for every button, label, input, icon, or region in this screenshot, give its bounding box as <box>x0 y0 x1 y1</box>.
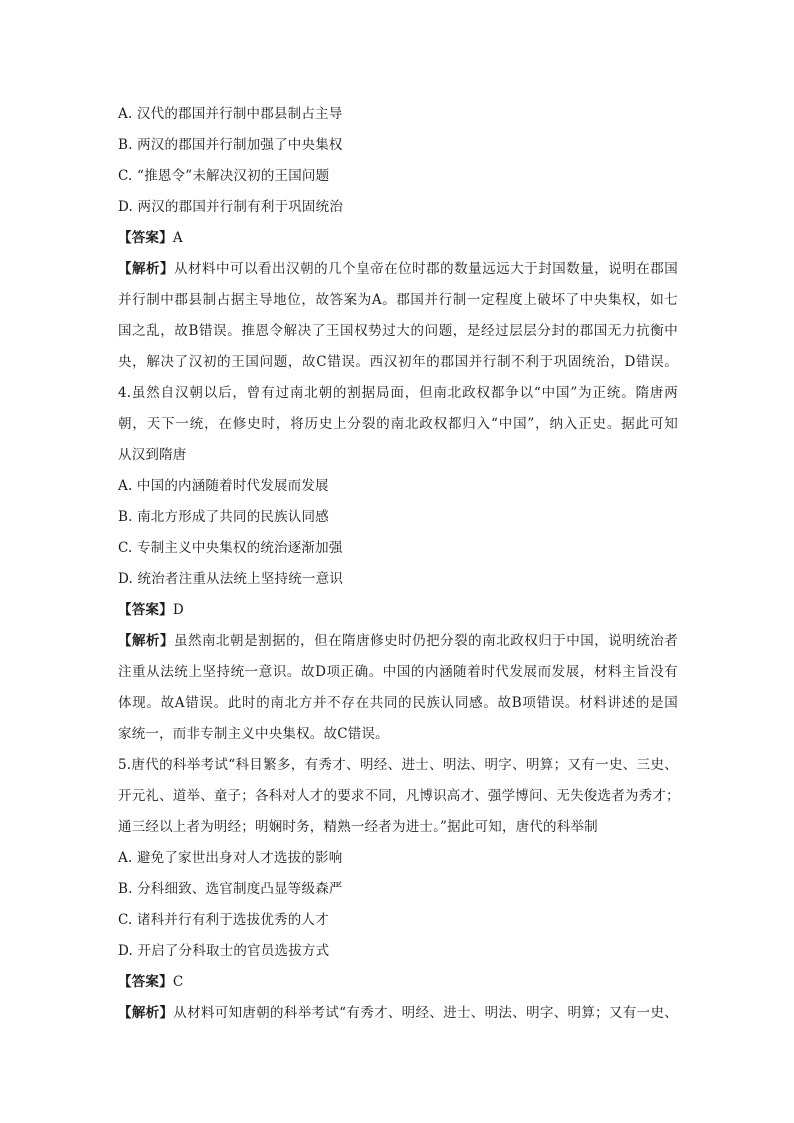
q4-stem-line: 从汉到隋唐 <box>118 447 187 463</box>
q5-stem-line: 通三经以上者为明经；明娴时务，精熟一经者为进士。”据此可知，唐代的科举制 <box>118 819 598 835</box>
analysis-text: 虽然南北朝是割据的，但在隋唐修史时仍把分裂的南北政权归于中国，说明统治者 <box>174 633 678 649</box>
q3-analysis-line: 央，解决了汉初的王国问题，故C错误。西汉初年的郡国并行制不利于巩固统治，D错误。 <box>118 354 678 370</box>
q5-option-c: C. 诸科并行有利于选拔优秀的人才 <box>118 912 329 928</box>
answer-label: 【答案】 <box>118 602 173 618</box>
answer-value: A <box>172 230 183 246</box>
q4-answer <box>118 600 678 620</box>
analysis-label: 【解析】 <box>118 1005 174 1021</box>
q4-option-c: C. 专制主义中央集权的统治逐渐加强 <box>118 540 343 556</box>
q3-answer <box>118 228 678 248</box>
q5-stem-line: 5.唐代的科举考试“科目繁多，有秀才、明经、进士、明法、明字、明算；又有一史、三史、 <box>118 757 678 773</box>
answer-value: C <box>172 974 184 990</box>
q3-option-c: C. “推恩令”未解决汉初的王国问题 <box>118 168 330 184</box>
q5-option-a: A. 避免了家世出身对人才选拔的影响 <box>118 850 343 866</box>
q4-option-a: A. 中国的内涵随着时代发展而发展 <box>118 478 329 494</box>
analysis-label: 【解析】 <box>118 261 175 277</box>
q3-analysis-line: 并行制中郡县制占据主导地位，故答案为A。郡国并行制一定程度上破坏了中央集权，如七 <box>118 292 678 308</box>
q4-analysis-line: 家统一，而非专制主义中央集权。故C错误。 <box>118 726 389 742</box>
q3-option-b: B. 两汉的郡国并行制加强了中央集权 <box>118 137 343 153</box>
answer-label: 【答案】 <box>118 230 173 246</box>
q4-analysis-line: 体现。故A错误。此时的南北方并不存在共同的民族认同感。故B项错误。材料讲述的是国 <box>118 695 678 711</box>
analysis-label: 【解析】 <box>118 633 175 649</box>
q4-analysis-line <box>118 631 678 651</box>
q4-analysis-line: 注重从法统上坚持统一意识。故D项正确。中国的内涵随着时代发展而发展，材料主旨没有 <box>118 664 678 680</box>
q3-analysis-line: 国之乱，故B错误。推恩令解决了王国权势过大的问题，是经过层层分封的郡国无力抗衡中 <box>118 323 678 339</box>
q4-option-d: D. 统治者注重从法统上坚持统一意识 <box>118 571 344 587</box>
q5-stem-line: 开元礼、道举、童子；各科对人才的要求不同，凡博识高才、强学博问、无失俊选者为秀才； <box>118 788 680 804</box>
q4-option-b: B. 南北方形成了共同的民族认同感 <box>118 509 329 525</box>
q4-stem-line: 4.虽然自汉朝以后，曾有过南北朝的割据局面，但南北政权都争以“中国”为正统。隋唐两 <box>118 385 678 401</box>
analysis-text: 从材料可知唐朝的科举考试“有秀才、明经、进士、明法、明字、明算；又有一史、 <box>173 1005 678 1021</box>
q5-answer <box>118 972 678 992</box>
answer-value: D <box>172 602 184 618</box>
q3-analysis-line <box>118 259 678 279</box>
q5-analysis-line <box>118 1003 678 1023</box>
answer-label: 【答案】 <box>118 974 173 990</box>
q3-option-a: A. 汉代的郡国并行制中郡县制占主导 <box>118 106 343 122</box>
q4-stem-line: 朝，天下一统，在修史时，将历史上分裂的南北政权都归入“中国”，纳入正史。据此可知 <box>118 416 678 432</box>
analysis-text: 从材料中可以看出汉朝的几个皇帝在位时郡的数量远远大于封国数量，说明在郡国 <box>174 261 678 277</box>
q5-option-b: B. 分科细致、选官制度凸显等级森严 <box>118 881 343 897</box>
q5-option-d: D. 开启了分科取士的官员选拔方式 <box>118 943 330 959</box>
q3-option-d: D. 两汉的郡国并行制有利于巩固统治 <box>118 199 344 215</box>
